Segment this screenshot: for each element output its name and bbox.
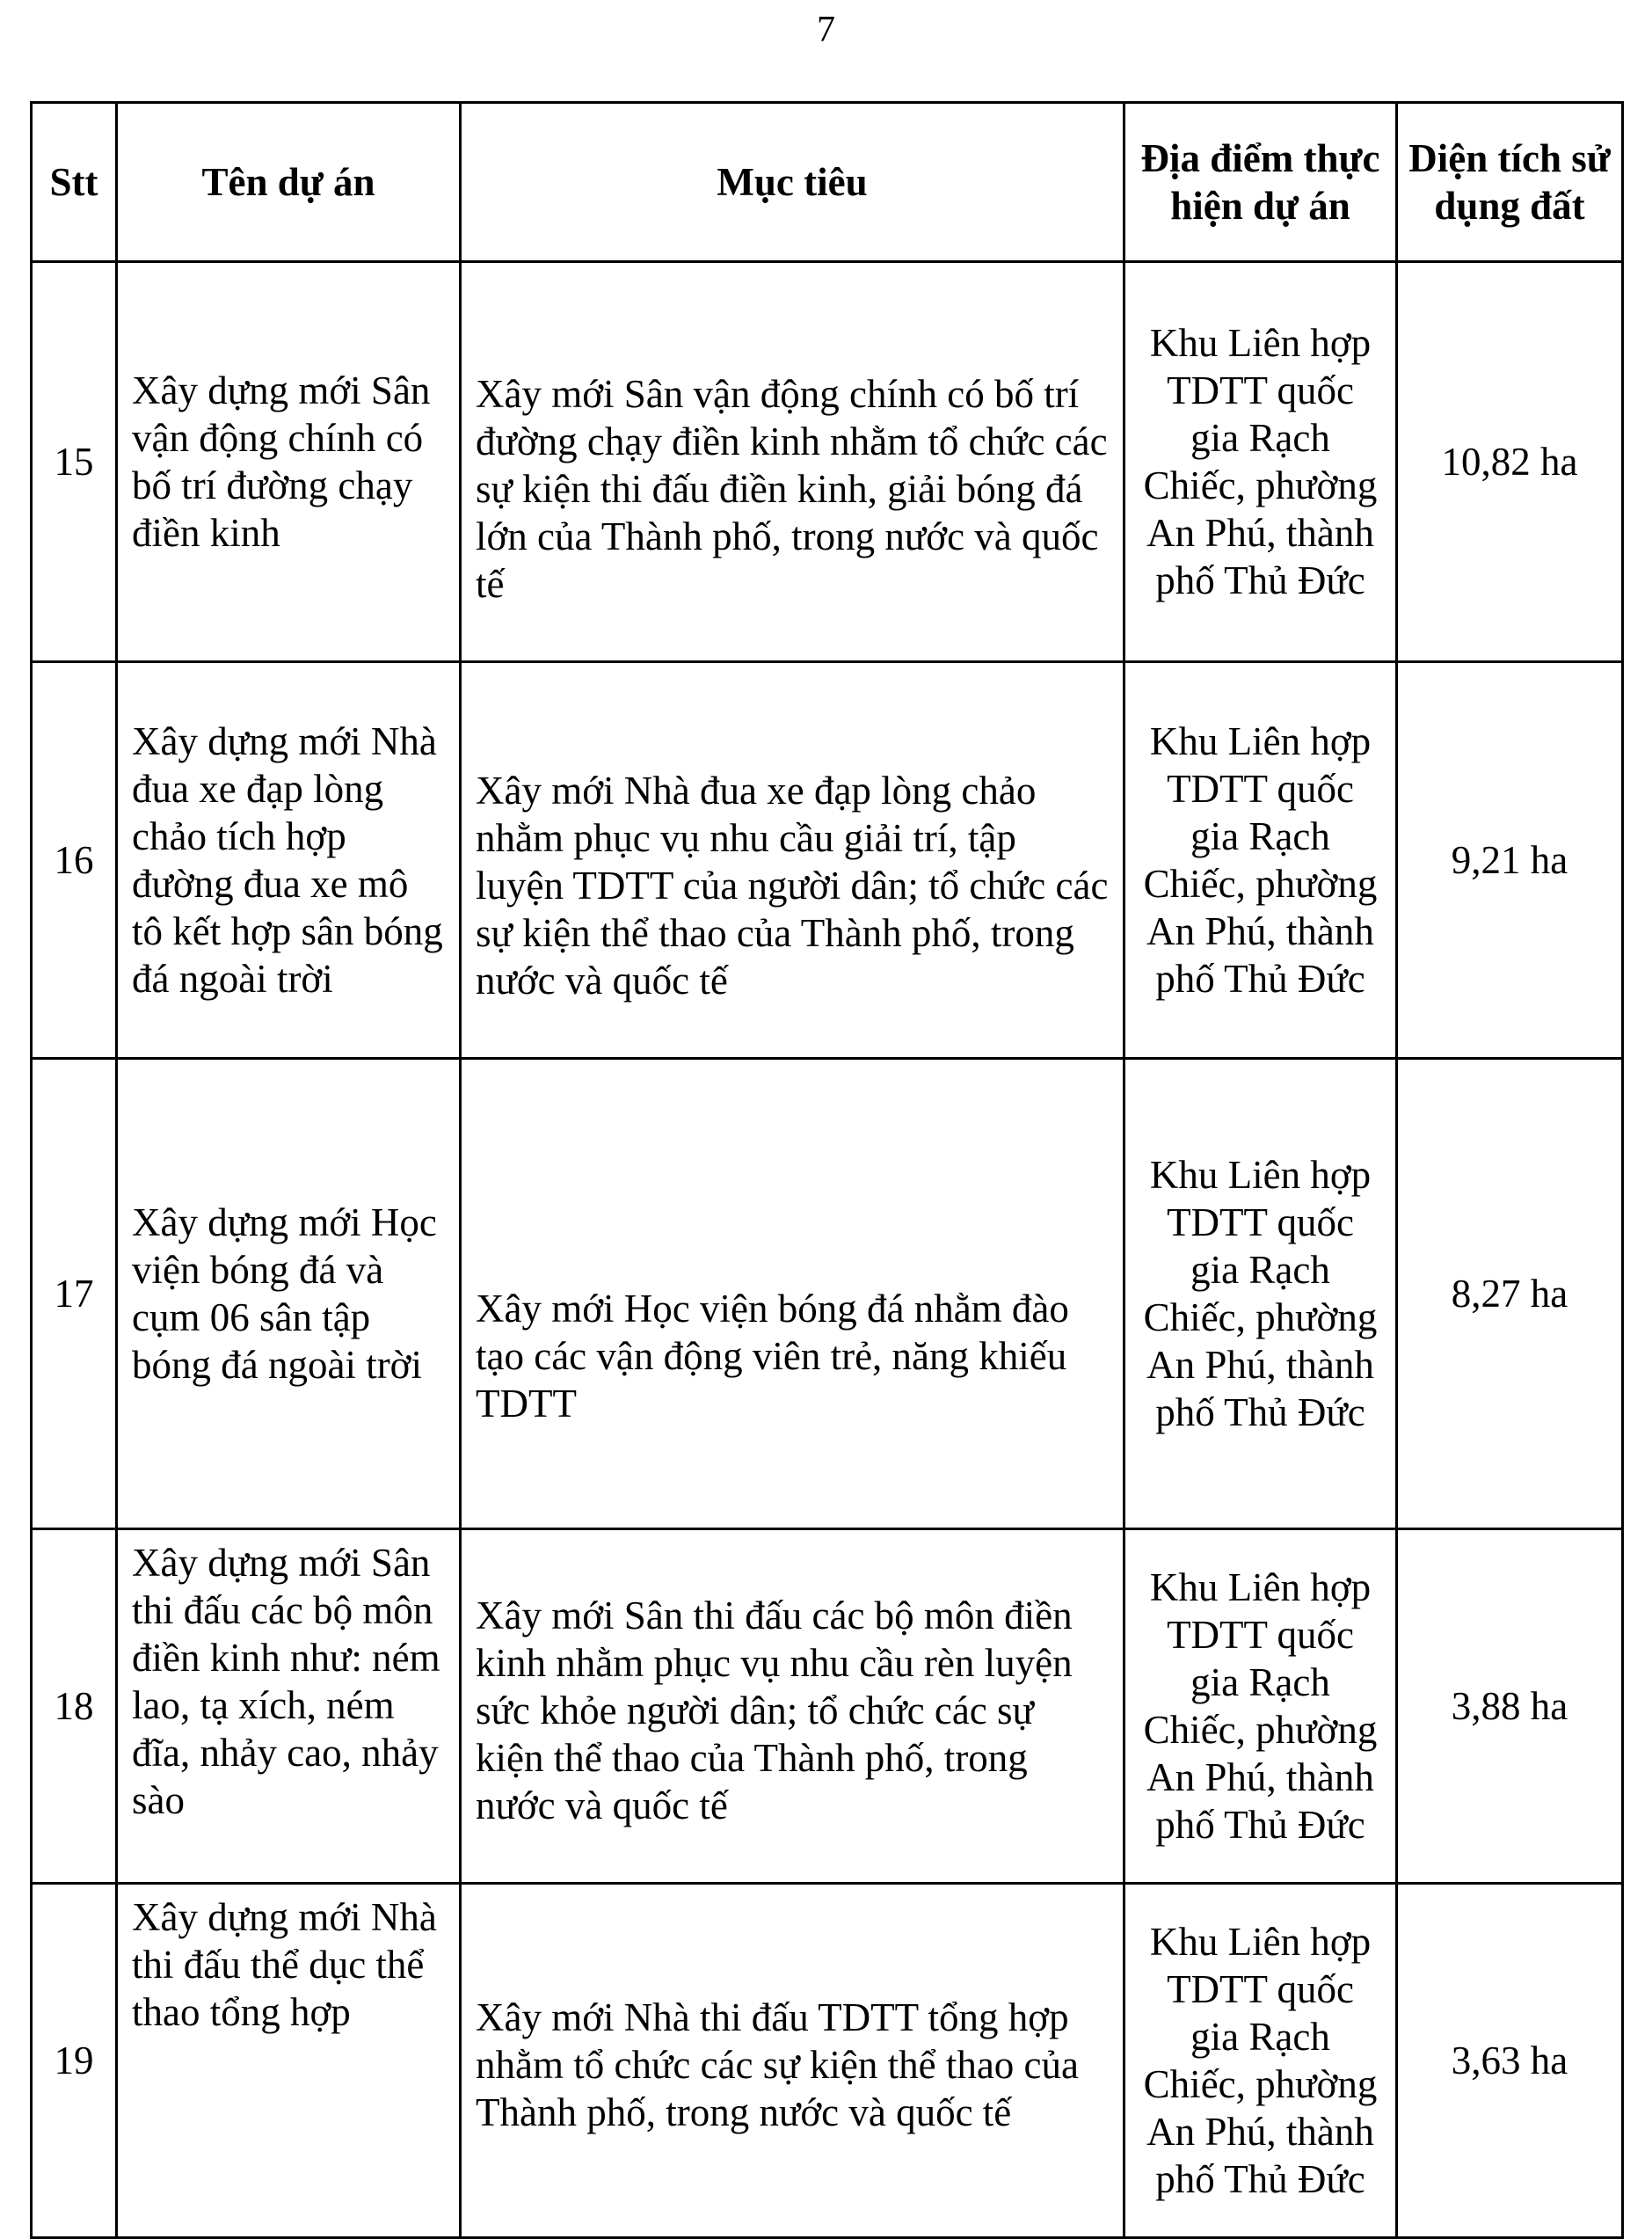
header-project-name: Tên dự án — [117, 103, 461, 262]
cell-location: Khu Liên hợp TDTT quốc gia Rạch Chiếc, phường An Phú, thành phố Thủ Đức — [1124, 1059, 1397, 1529]
table-row — [32, 662, 1623, 1059]
cell-project-name: Xây dựng mới Sân vận động chính có bố trí đường chạy điền kinh — [117, 262, 461, 662]
cell-goal: Xây mới Sân vận động chính có bố trí đường chạy điền kinh nhằm tổ chức các sự kiện thi đấu điền kinh, giải bóng đá lớn của Thành phố, trong nước và quốc tế — [461, 262, 1124, 662]
cell-stt: 19 — [32, 1884, 117, 2238]
table-row — [32, 1884, 1623, 2238]
cell-stt: 18 — [32, 1529, 117, 1884]
cell-project-name: Xây dựng mới Nhà đua xe đạp lòng chảo tích hợp đường đua xe mô tô kết hợp sân bóng đá ngoài trời — [117, 662, 461, 1059]
cell-location: Khu Liên hợp TDTT quốc gia Rạch Chiếc, phường An Phú, thành phố Thủ Đức — [1124, 262, 1397, 662]
table-row — [32, 1529, 1623, 1884]
cell-land-area: 3,88 ha — [1397, 1529, 1623, 1884]
cell-project-name: Xây dựng mới Học viện bóng đá và cụm 06 sân tập bóng đá ngoài trời — [117, 1059, 461, 1529]
cell-stt: 15 — [32, 262, 117, 662]
cell-stt: 17 — [32, 1059, 117, 1529]
cell-goal: Xây mới Sân thi đấu các bộ môn điền kinh nhằm phục vụ nhu cầu rèn luyện sức khỏe người dân; tổ chức các sự kiện thể thao của Thành phố, trong nước và quốc tế — [461, 1529, 1124, 1884]
cell-land-area: 8,27 ha — [1397, 1059, 1623, 1529]
cell-goal: Xây mới Nhà đua xe đạp lòng chảo nhằm phục vụ nhu cầu giải trí, tập luyện TDTT của người dân; tổ chức các sự kiện thể thao của Thành phố, trong nước và quốc tế — [461, 662, 1124, 1059]
cell-land-area: 3,63 ha — [1397, 1884, 1623, 2238]
header-stt: Stt — [32, 103, 117, 262]
cell-location: Khu Liên hợp TDTT quốc gia Rạch Chiếc, phường An Phú, thành phố Thủ Đức — [1124, 662, 1397, 1059]
cell-project-name: Xây dựng mới Sân thi đấu các bộ môn điền kinh như: ném lao, tạ xích, ném đĩa, nhảy cao, nhảy sào — [117, 1529, 461, 1884]
header-goal: Mục tiêu — [461, 103, 1124, 262]
projects-table — [30, 101, 1624, 2239]
cell-project-name: Xây dựng mới Nhà thi đấu thể dục thể thao tổng hợp — [117, 1884, 461, 2238]
cell-land-area: 10,82 ha — [1397, 262, 1623, 662]
cell-land-area: 9,21 ha — [1397, 662, 1623, 1059]
header-land-area: Diện tích sử dụng đất — [1397, 103, 1623, 262]
cell-location: Khu Liên hợp TDTT quốc gia Rạch Chiếc, phường An Phú, thành phố Thủ Đức — [1124, 1529, 1397, 1884]
page-number: 7 — [817, 10, 835, 50]
cell-goal: Xây mới Học viện bóng đá nhằm đào tạo các vận động viên trẻ, năng khiếu TDTT — [461, 1059, 1124, 1529]
cell-goal: Xây mới Nhà thi đấu TDTT tổng hợp nhằm tổ chức các sự kiện thể thao của Thành phố, trong nước và quốc tế — [461, 1884, 1124, 2238]
table-header-row — [32, 103, 1623, 262]
header-location: Địa điểm thực hiện dự án — [1124, 103, 1397, 262]
cell-location: Khu Liên hợp TDTT quốc gia Rạch Chiếc, phường An Phú, thành phố Thủ Đức — [1124, 1884, 1397, 2238]
table-row — [32, 262, 1623, 662]
cell-stt: 16 — [32, 662, 117, 1059]
table-row — [32, 1059, 1623, 1529]
